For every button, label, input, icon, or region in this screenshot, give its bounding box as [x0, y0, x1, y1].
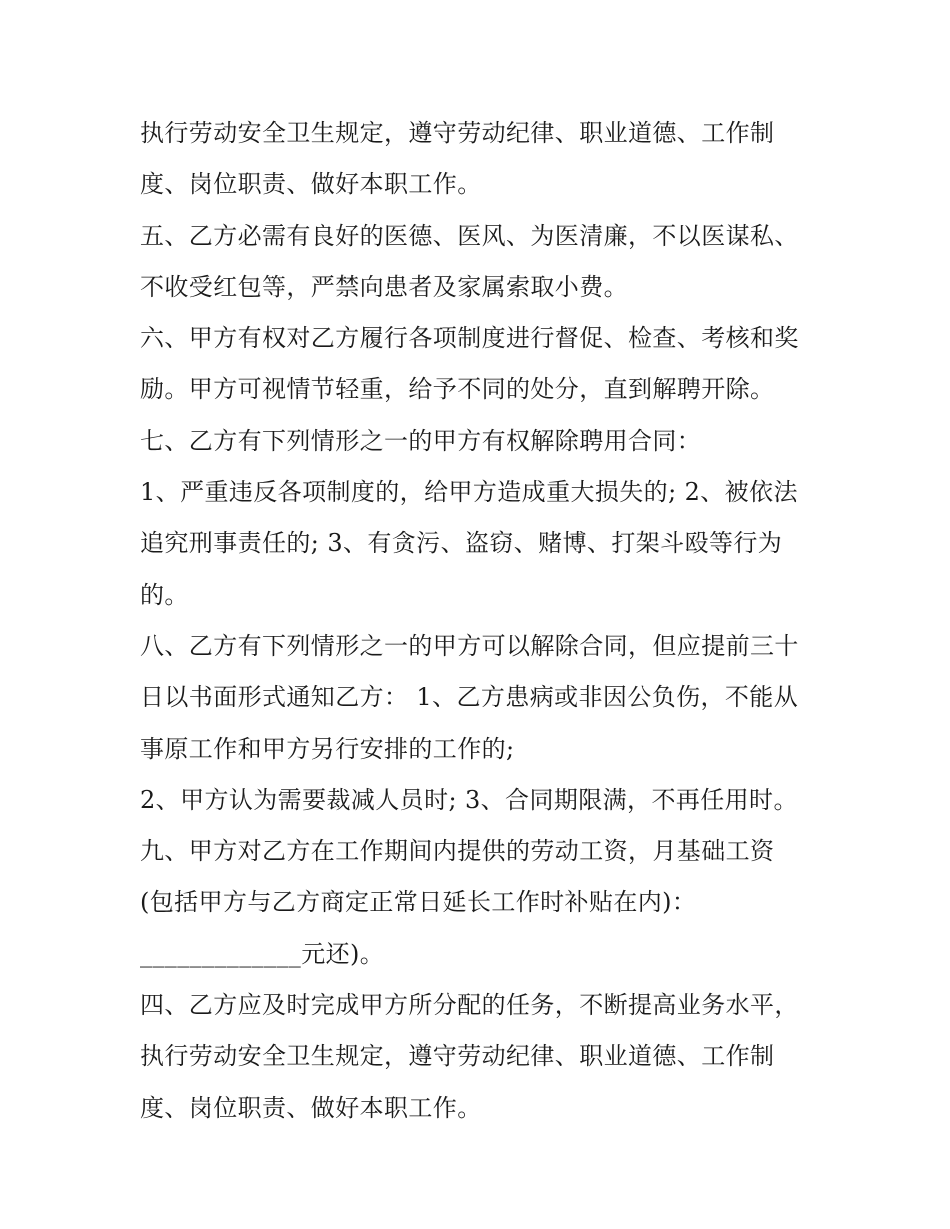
text-line: 励。甲方可视情节轻重，给予不同的处分，直到解聘开除。: [140, 375, 775, 404]
text-line: 事原工作和甲方另行安排的工作的;: [140, 734, 515, 763]
text-line: 的。: [140, 580, 189, 609]
text-line: 九、甲方对乙方在工作期间内提供的劳动工资，月基础工资: [140, 837, 775, 866]
text-line: 2、甲方认为需要裁减人员时; 3、合同期限满，不再任用时。: [140, 785, 798, 814]
text-line: 度、岗位职责、做好本职工作。: [140, 170, 482, 199]
text-line: 执行劳动安全卫生规定，遵守劳动纪律、职业道德、工作制: [140, 119, 775, 147]
text-line: 八、乙方有下列情形之一的甲方可以解除合同，但应提前三十: [140, 631, 799, 660]
text-line: 六、甲方有权对乙方履行各项制度进行督促、检查、考核和奖: [140, 324, 799, 353]
text-line: 1、严重违反各项制度的，给甲方造成重大损失的; 2、被依法: [140, 478, 798, 507]
text-line: 执行劳动安全卫生规定，遵守劳动纪律、职业道德、工作制: [140, 1042, 775, 1071]
text-line: 追究刑事责任的; 3、有贪污、盗窃、赌博、打架斗殴等行为: [140, 529, 783, 558]
text-line: 五、乙方必需有良好的医德、医风、为医清廉，不以医谋私、: [140, 221, 799, 250]
text-line: 不收受红包等，严禁向患者及家属索取小费。: [140, 272, 628, 301]
text-line: 日以书面形式通知乙方： 1、乙方患病或非因公负伤，不能从: [140, 683, 799, 712]
text-line: _____________元还)。: [140, 939, 385, 968]
contract-text: [140, 108, 830, 1134]
text-line: (包括甲方与乙方商定正常日延长工作时补贴在内)：: [140, 888, 697, 917]
text-line: 度、岗位职责、做好本职工作。: [140, 1093, 482, 1122]
text-line: 四、乙方应及时完成甲方所分配的任务，不断提高业务水平，: [140, 991, 799, 1020]
text-line: 七、乙方有下列情形之一的甲方有权解除聘用合同：: [140, 426, 702, 455]
